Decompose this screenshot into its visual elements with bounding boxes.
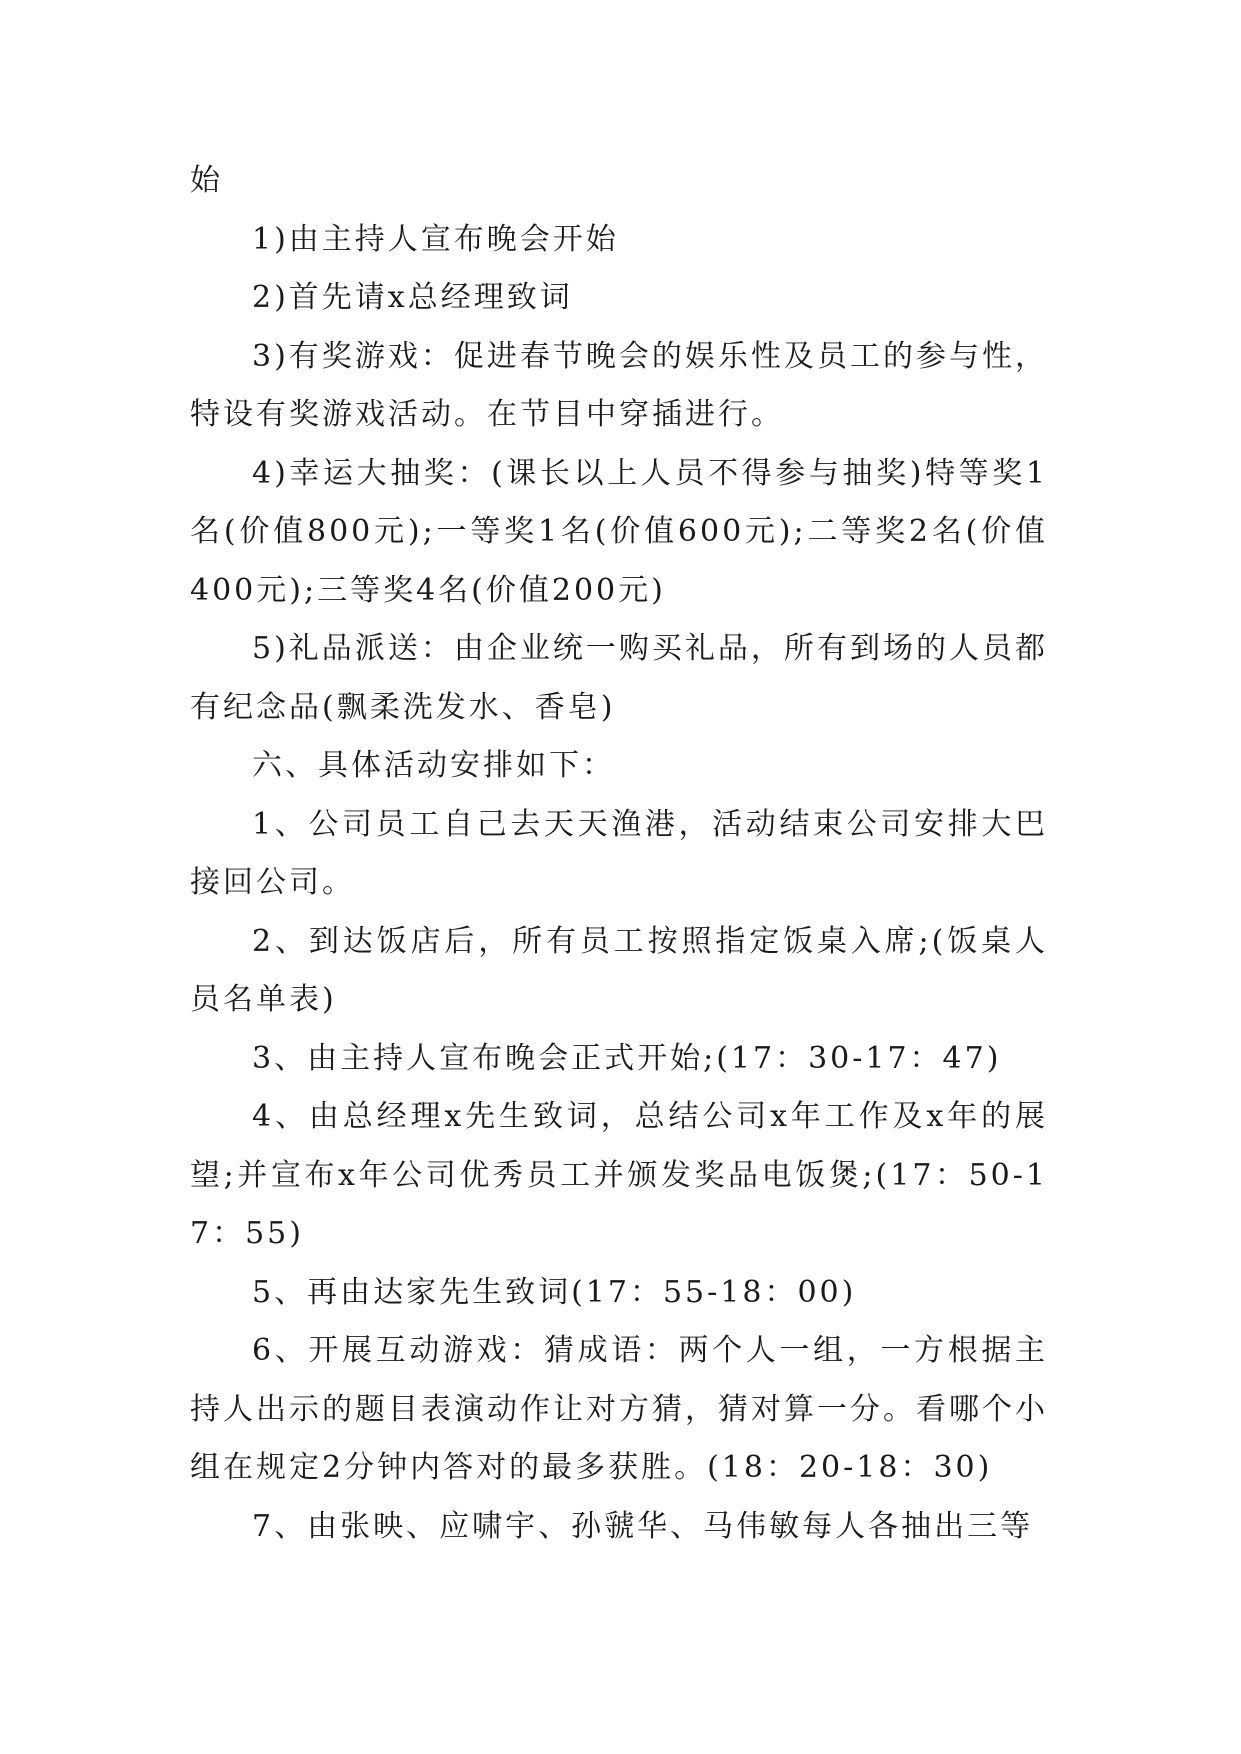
- schedule-item-4: 4、由总经理x先生致词，总结公司x年工作及x年的展望;并宣布x年公司优秀员工并颁发奖品电饭煲;(17：50-17：55): [190, 1099, 1048, 1251]
- paragraph-item-3: 3)有奖游戏：促进春节晚会的娱乐性及员工的参与性，特设有奖游戏活动。在节目中穿插进行。: [190, 338, 1048, 432]
- schedule-item-5: 5、再由达家先生致词(17：55-18：00): [252, 1274, 857, 1310]
- schedule-item-3: 3、由主持人宣布晚会正式开始;(17：30-17：47): [252, 1040, 1002, 1076]
- paragraph-item-4: 4)幸运大抽奖：(课长以上人员不得参与抽奖)特等奖1名(价值800元);一等奖1名(价值600元);二等奖2名(价值400元);三等奖4名(价值200元): [190, 455, 1048, 608]
- section-heading: 六、具体活动安排如下：: [252, 748, 615, 783]
- schedule-item-2: 2、到达饭店后，所有员工按照指定饭桌入席;(饭桌人员名单表): [190, 923, 1048, 1017]
- schedule-item-1: 1、公司员工自己去天天渔港，活动结束公司安排大巴接回公司。: [190, 806, 1048, 900]
- paragraph-continuation: 始: [190, 163, 223, 198]
- document-body: [190, 152, 1048, 1556]
- paragraph-item-2: 2)首先请x总经理致词: [252, 280, 573, 315]
- schedule-item-7: 7、由张映、应啸宇、孙虢华、马伟敏每人各抽出三等: [252, 1508, 1034, 1544]
- paragraph-item-5: 5)礼品派送：由企业统一购买礼品，所有到场的人员都有纪念品(飘柔洗发水、香皂): [190, 631, 1048, 725]
- paragraph-item-1: 1)由主持人宣布晚会开始: [252, 221, 619, 257]
- schedule-item-6: 6、开展互动游戏：猜成语：两个人一组，一方根据主持人出示的题目表演动作让对方猜，猜对算一分。看哪个小组在规定2分钟内答对的最多获胜。(18：20-18：30): [190, 1333, 1048, 1485]
